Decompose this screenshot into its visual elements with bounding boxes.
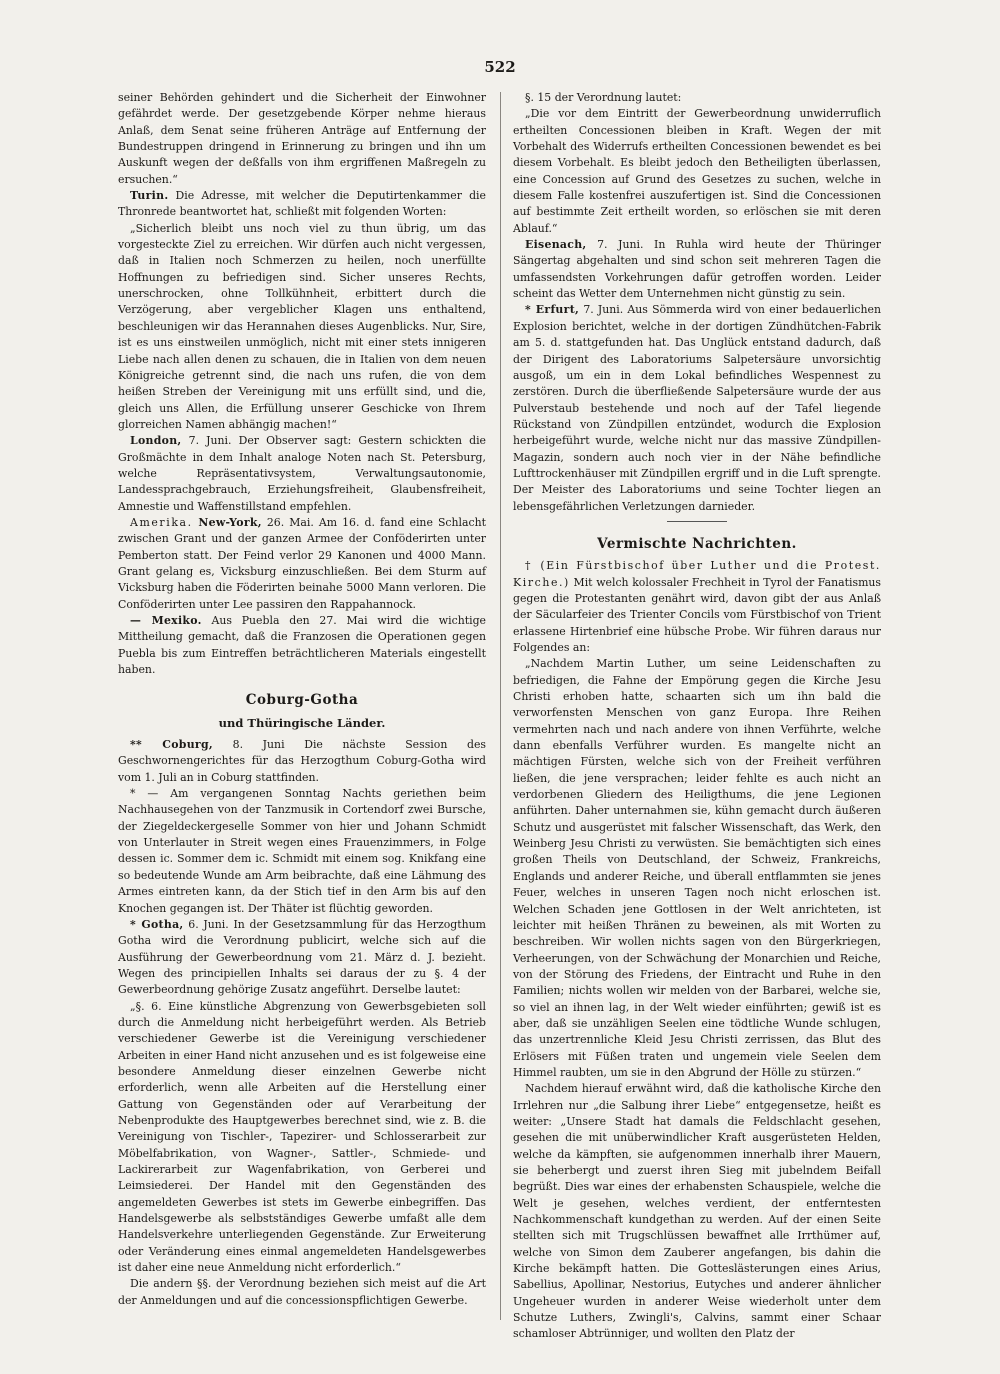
article-fuerstbischof <box>513 558 881 656</box>
erfurt-text: 7. Juni. Aus Sömmerda wird von einer bedauerlichen Explosion berichtet, welche in der dortigen Zündhütchen-Fabrik am 5. d. stattgefunden hat. Das Unglück entstand dadurch, daß der Dirigent des Laboratoriums Salpetersäure unvorsichtig ausgoß, um ein in dem Lokal befindliches Wespennest zu zerstören. Durch die überfließende Salpetersäure wurde der aus Pulverstaub bestehende und noch auf der Tafel liegende Rückstand von Zündpillen entzündet, wodurch die Explosion herbeigeführt wurde, welche nicht nur das massive Zündpillen-Magazin, sondern auch noch vier in der Nähe befindliche Lufttrockenhäuser mit Zündpillen ergriff und in die Luft sprengte. Der Meister des Laboratoriums und seine Tochter liegen an lebensgefährlichen Verletzungen darnieder. <box>513 303 881 513</box>
paragraph-6: „§. 6. Eine künstliche Abgrenzung von Gewerbsgebieten soll durch die Anmeldung nicht herbeigeführt werden. Als Betrieb verschiedener Gewerbe ist die Vereinigung verschiedener Arbeiten in einer Hand nicht anzusehen und es ist folgeweise eine besondere Anmeldung dieser einzelnen Gewerbe nicht erforderlich, wenn alle Arbeiten auf die Herstellung einer Gattung von Gegenständen oder auf Verarbeitung der Nebenprodukte des Hauptgewerbes berechnet sind, wie z. B. die Vereinigung von Tischler-, Tapezirer- und Schlosserarbeit zur Möbelfabrikation, von Wagner-, Sattler-, Schmiede- und Lackirerarbeit zur Wagenfabrikation, von Gerberei und Leimsiederei. Der Handel mit den Gegenständen des angemeldeten Gewerbes ist stets im Gewerbe einbegriffen. Das Handelsgewerbe als selbstständiges Gewerbe umfaßt alle dem Handelsverkehre unterliegenden Gegenstände. Zur Erweiterung oder Veränderung eines einmal angemeldeten Handelsgewerbes ist daher eine neue Anmeldung nicht erforderlich.“ <box>118 999 486 1275</box>
article-eisenach <box>513 237 881 302</box>
section-heading-vermischte: Vermischte Nachrichten. <box>597 535 797 552</box>
column-divider <box>500 92 501 1320</box>
dateline-mexiko: — Mexiko. <box>130 614 202 627</box>
left-column <box>118 90 486 1309</box>
mexiko-text: Aus Puebla den 27. Mai wird die wichtige Mittheilung gemacht, daß die Franzosen die Operationen gegen Puebla bis zum Eintreffen beträchtlicheren Materials eingestellt haben. <box>118 614 487 677</box>
article-mexiko <box>118 613 486 678</box>
dateline-turin: Turin. <box>130 189 169 203</box>
eisenach-text: 7. Juni. In Ruhla wird heute der Thüringer Sängertag abgehalten und sind schon seit mehreren Tagen die umfassendsten Vorkehrungen dafür getroffen worden. Leider scheint das Wetter dem Unternehmen nicht günstig zu sein. <box>513 238 881 301</box>
section-divider <box>667 521 727 522</box>
pastoral-letter-continuation: Nachdem hierauf erwähnt wird, daß die katholische Kirche den Irrlehren nur „die Salbung ihrer Liebe“ entgegensetze, heißt es weiter: „Unsere Stadt hat damals die Feldschlacht gesehen, gesehen die mit unüberwindlicher Kraft ausgerüsteten Helden, welche da kämpften, sie aufgenommen innerhalb ihrer Mauern, sie beherbergt und zuerst ihren Sieg mit jubelndem Beifall begrüßt. Dies war eines der erhabensten Schauspiele, welche die Welt je gesehen, welches verdient, der entferntesten Nachkommenschaft kundgethan zu werden. Auf der einen Seite stellten sich mit Trugschlüssen bewaffnet alle Irrthümer auf, welche von Simon dem Zauberer angefangen, bis dahin die Kirche bekämpft hatten. Die Gotteslästerungen eines Arius, Sabellius, Apollinar, Nestorius, Eutyches und anderer ähnlicher Ungeheuer wurden in anderer Weise wiederholt unter dem Schutze Luthers, Zwingli's, Calvins, sammt einer Schaar schamloser Abtrünniger, und wollten den Platz der <box>513 1082 881 1341</box>
dateline-newyork: New-York, <box>192 515 262 529</box>
other-paragraphs: Die andern §§. der Verordnung beziehen sich meist auf die Art der Anmeldungen und auf die concessionspflichtigen Gewerbe. <box>118 1277 486 1307</box>
article-erfurt <box>513 302 881 514</box>
dateline-london: London, <box>130 434 182 448</box>
newyork-text: 26. Mai. Am 16. d. fand eine Schlacht zwischen Grant und der ganzen Armee der Conföderirten unter Pemberton statt. Der Feind verlor 29 Kanonen und 4000 Mann. Grant gelang es, Vicksburg einzuschließen. Bei dem Sturm auf Vicksburg haben die Föderirten beinahe 5000 Mann verloren. Die Conföderirten unter Lee passiren den Rappahannock. <box>118 515 486 611</box>
dateline-eisenach: Eisenach, <box>525 238 587 252</box>
region-amerika: Amerika. <box>130 515 193 529</box>
article-turin <box>118 188 486 221</box>
gotha-text: 6. Juni. In der Gesetzsammlung für das Herzogthum Gotha wird die Verordnung publicirt, welche sich auf die Ausführung der Gewerbeordnung vom 21. März d. J. bezieht. Wegen des principiellen Inhalts sei daraus der zu §. 4 der Gewerbeordnung gehörige Zusatz angeführt. Derselbe lautet: <box>118 917 487 997</box>
dateline-gotha: * Gotha, <box>130 917 184 931</box>
section-subheading: und Thüringische Länder. <box>218 715 386 730</box>
article-lead: † (Ein Fürstbischof über Luther und die Protest. Kirche.) <box>513 559 881 589</box>
article-coburg <box>118 737 486 786</box>
paragraph-15-intro: §. 15 der Verordnung lautet: <box>525 91 682 104</box>
dateline-erfurt: * Erfurt, <box>525 303 580 317</box>
paragraph-15-text: „Die vor dem Eintritt der Gewerbeordnung unwiderruflich ertheilten Concessionen bleiben in Kraft. Wegen der mit Vorbehalt des Widerrufs ertheilten Concessionen bewendet es bei diesem Vorbehalt. Es bleibt jedoch den Betheiligten überlassen, eine Concession auf Grund des Gesetzes zu suchen, welche in diesem Falle kostenfrei auszufertigen ist. Sind die Concessionen auf bestimmte Zeit ertheilt worden, so erlöschen sie mit deren Ablauf.“ <box>513 107 881 235</box>
turin-quote: „Sicherlich bleibt uns noch viel zu thun übrig, um das vorgesteckte Ziel zu erreichen. Wir dürfen auch nicht vergessen, daß in Italien noch Schmerzen zu heilen, noch unerfüllte Hoffnungen zu befriedigen sind. Sicher unseres Rechts, unerschrocken, ohne Tollkühnheit, erbittert durch die Verzögerung, aber vergeblicher Klagen uns enthaltend, beschleunigen wir das Herannahen dieses Augenblicks. Nur, Sire, ist es uns einstweilen unmöglich, nicht mit einer stets innigeren Liebe nach allen denen zu schauen, die in Italien von dem neuen Königreiche getrennt sind, die nach uns rufen, die von dem heißen Streben der Vereinigung mit uns erfüllt sind, und die, gleich uns Allen, die Erfüllung unserer Geschicke von Ihrem glorreichen Namen abhängig machen!“ <box>118 221 486 431</box>
page-number: 522 <box>484 58 516 76</box>
right-column <box>513 90 881 1343</box>
article-london <box>118 433 486 515</box>
london-text: 7. Juni. Der Observer sagt: Gestern schickten die Großmächte in dem Inhalt analoge Noten nach St. Petersburg, welche Repräsentativsystem, Verwaltungsautonomie, Landessprachgebrauch, Erziehungsfreiheit, Glaubensfreiheit, Amnestie und Waffenstillstand empfehlen. <box>118 434 486 513</box>
fuerstbischof-text: Mit welch kolossaler Frechheit in Tyrol der Fanatismus gegen die Protestanten genährt wird, davon gibt der aus Anlaß der Säcularfeier des Trienter Concils vom Fürstbischof von Trient erlassene Hirtenbrief eine hübsche Probe. Wir führen daraus nur Folgendes an: <box>513 575 881 654</box>
section-heading-coburg-gotha: Coburg-Gotha <box>245 692 359 709</box>
turin-text: Die Adresse, mit welcher die Deputirtenkammer die Thronrede beantwortet hat, schließt mit folgenden Worten: <box>118 189 486 219</box>
coburg-text: 8. Juni Die nächste Session des Geschwornengerichtes für das Herzogthum Coburg-Gotha wird vom 1. Juli an in Coburg stattfinden. <box>118 738 486 784</box>
dateline-coburg: ** Coburg, <box>130 738 213 752</box>
article-continuation: seiner Behörden gehindert und die Sicherheit der Einwohner gefährdet werde. Der gesetzgebende Körper nehme hieraus Anlaß, dem Senat seine früheren Anträge auf Entfernung der Bundestruppen dringend in Erinnerung zu bringen und ihn um Auskunft wegen der deßfalls von ihm ergriffenen Maßregeln zu ersuchen.“ <box>118 91 486 186</box>
article-gotha <box>118 917 486 999</box>
article-cortendorf: * — Am vergangenen Sonntag Nachts geriethen beim Nachhausegehen von der Tanzmusik in Cortendorf zwei Bursche, der Ziegeldeckergeselle Sommer von hier und Johann Schmidt von Unterlauter in Streit wegen eines Frauenzimmers, in Folge dessen ic. Sommer dem ic. Schmidt mit einem sog. Knikfang eine so bedeutende Wunde am Arm beibrachte, daß eine Lähmung des Armes eintreten kann, da der Stich tief in den Arm bis auf den Knochen gegangen ist. Der Thäter ist flüchtig geworden. <box>118 787 486 915</box>
pastoral-letter-quote: „Nachdem Martin Luther, um seine Leidenschaften zu befriedigen, die Fahne der Empörung gegen die Kirche Jesu Christi erhoben hatte, schaarten sich um ihn bald die verworfensten Menschen von ganz Europa. Ihre Reihen vermehrten nach und nach andere von ihnen Verführte, welche dann ebenfalls Verführer wurden. Es mangelte nicht an mächtigen Fürsten, welche sich von der Freiheit verführen ließen, die jene versprachen; leider fehlte es auch nicht an verdorbenen Gliedern des Heiligthums, die jene Legionen anführten. Daher unternahmen sie, kühn gemacht durch äußeren Schutz und ausgerüstet mit falscher Wissenschaft, das Werk, den Weinberg Jesu Christi zu verwüsten. Sie bemächtigten sich eines großen Theils von Deutschland, der Schweiz, Frankreichs, Englands und anderer Reiche, und überall entflammten sie jenes Feuer, welches in unseren Tagen noch nicht erloschen ist. Welchen Schaden jene Gottlosen in der Welt anrichteten, ist leichter mit heißen Thränen zu beweinen, als mit Worten zu beschreiben. Wir wollen nichts sagen von den Bürgerkriegen, Verheerungen, von der Schwächung der Monarchien und Reiche, von der Störung des Friedens, der Eintracht und Ruhe in den Familien; nichts wollen wir melden von der Barbarei, welche sie, so viel an ihnen lag, in der Welt wieder einführten; gewiß ist es aber, daß sie unzähligen Seelen eine tödtliche Wunde schlugen, das unzertrennliche Kleid Jesu Christi zerrissen, das Blut des Erlösers mit Füßen traten und ungemein viele Seelen dem Himmel raubten, um sie in den Abgrund der Hölle zu stürzen.“ <box>513 657 881 1079</box>
article-newyork <box>118 515 486 613</box>
